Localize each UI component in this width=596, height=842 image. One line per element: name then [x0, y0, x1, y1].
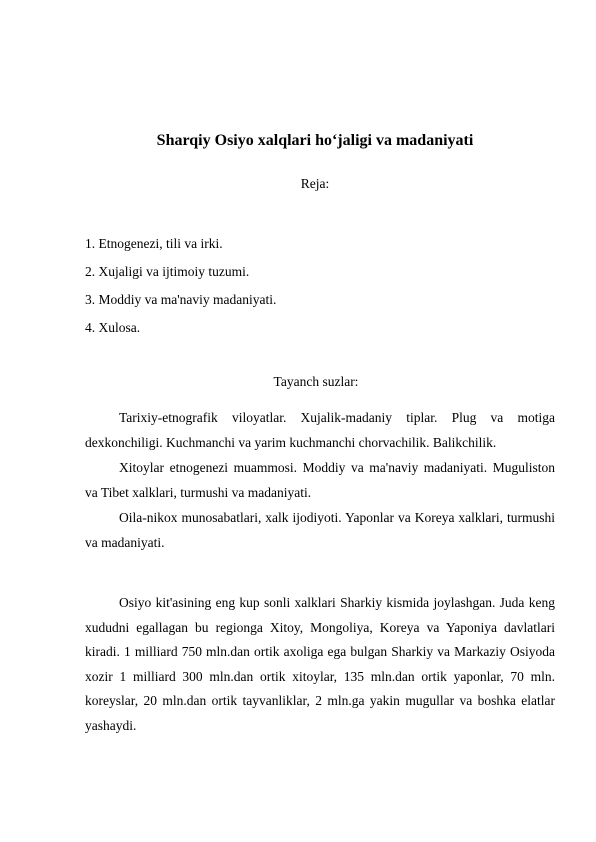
body-paragraph: Osiyo kit'asining eng kup sonli xalklari Sharkiy kismida joylashgan. Juda keng xududni egallagan bu regionga Xitoy, Mongoliya, Koreya va Yaponiya davlatlari kiradi. 1 milliard 750 mln.dan ortik axoliga ega bulgan Sharkiy va Markaziy Osiyoda xozir 1 milliard 300 mln.dan ortik xitoylar, 135 mln.dan ortik yaponlar, 70 mln. koreyslar, 20 mln.dan ortik tayvanliklar, 2 mln.ga yakin mugullar va boshka elatlar yashaydi.	[85, 595, 555, 733]
plan-list	[85, 235, 555, 347]
keywords-paragraph: Oila-nikox munosabatlari, xalk ijodiyoti. Yaponlar va Koreya xalklari, turmushi va madaniyati.	[85, 510, 555, 550]
plan-item: 4. Xulosa.	[85, 320, 141, 335]
page-title: Sharqiy Osiyo xalqlari ho‘jaligi va madaniyati	[156, 132, 474, 149]
keywords-paragraph: Xitoylar etnogenezi muammosi. Moddiy va ma'naviy madaniyati. Muguliston va Tibet xalklari, turmushi va madaniyati.	[85, 460, 555, 500]
plan-item: 1. Etnogenezi, tili va irki.	[85, 236, 223, 251]
plan-item: 3. Moddiy va ma'naviy madaniyati.	[85, 292, 277, 307]
keywords-paragraph: Tarixiy-etnografik viloyatlar. Xujalik-madaniy tiplar. Plug va motiga dexkonchiligi. Kuchmanchi va yarim kuchmanchi chorvachilik. Balikchilik.	[85, 410, 555, 450]
keywords-heading: Tayanch suzlar:	[273, 374, 359, 389]
plan-heading: Reja:	[300, 176, 330, 191]
plan-item: 2. Xujaligi va ijtimoiy tuzumi.	[85, 264, 250, 279]
